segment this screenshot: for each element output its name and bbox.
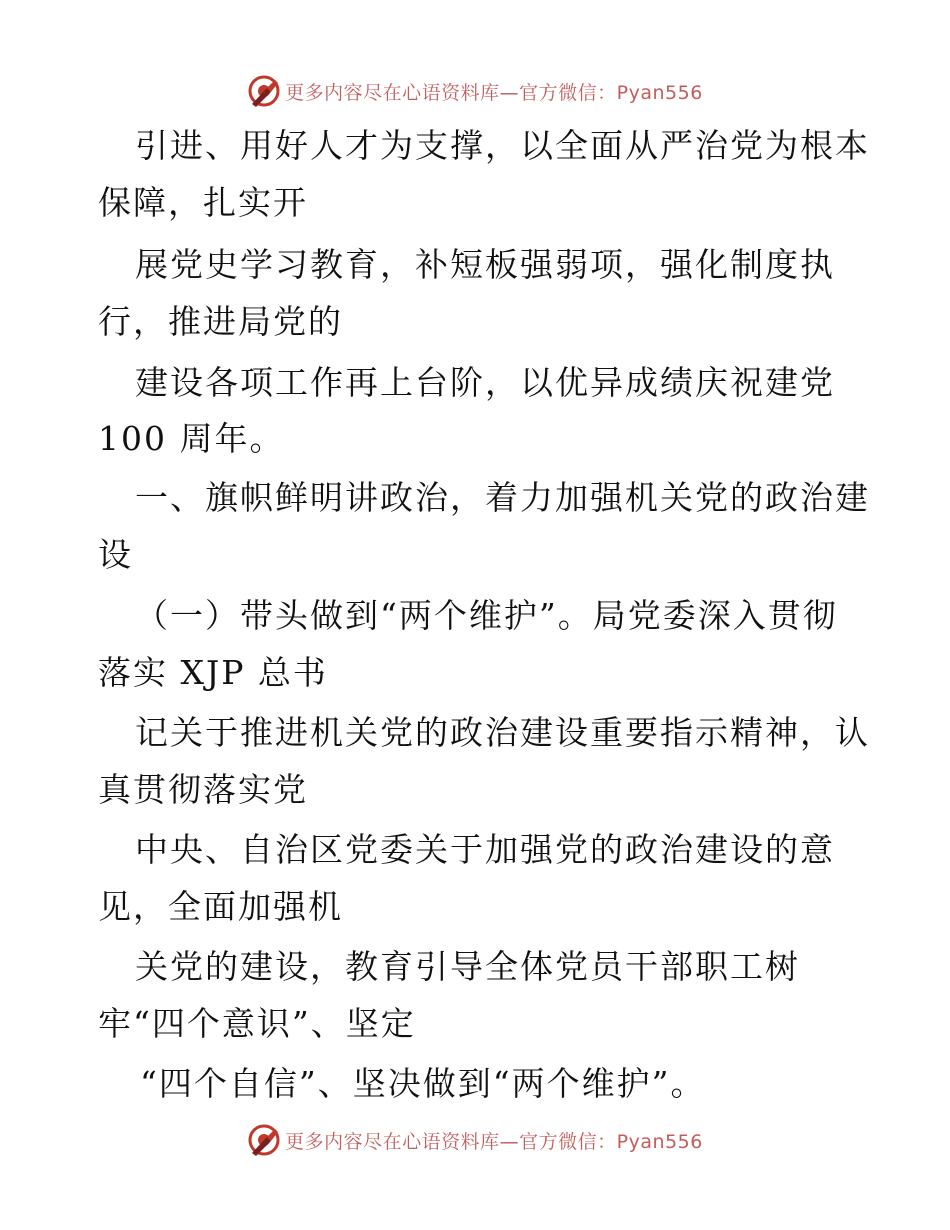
body-line: 引进、用好人才为支撑，以全面从严治党为根本 <box>135 126 870 165</box>
section-heading: 设 <box>98 535 133 574</box>
body-line: 关党的建设，教育引导全体党员干部职工树 <box>135 947 800 986</box>
body-line: 保障，扎实开 <box>98 183 308 222</box>
body-line: “四个自信”、坚决做到“两个维护”。 <box>140 1064 706 1103</box>
footer-brand: 更多内容尽在心语资料库 <box>285 1130 500 1153</box>
footer-suffix: 官方微信：Pyan556 <box>519 1130 703 1153</box>
footer-banner-text <box>285 1127 703 1154</box>
body-line: 展党史学习教育，补短板强弱项，强化制度执 <box>135 245 835 284</box>
body-line: 牢“四个意识”、坚定 <box>98 1004 416 1043</box>
body-line: 行，推进局党的 <box>98 302 343 341</box>
footer-separator: — <box>499 1130 520 1153</box>
header-separator: — <box>499 81 520 104</box>
footer-banner <box>0 1120 950 1160</box>
body-line: 落实 XJP 总书 <box>98 653 328 692</box>
header-brand: 更多内容尽在心语资料库 <box>285 81 500 104</box>
body-line: 中央、自治区党委关于加强党的政治建设的意 <box>135 830 835 869</box>
header-banner-text <box>285 78 703 105</box>
header-suffix: 官方微信：Pyan556 <box>519 81 703 104</box>
pen-logo-icon <box>247 1123 281 1157</box>
body-line: （一）带头做到“两个维护”。局党委深入贯彻 <box>135 596 838 635</box>
body-line: 见，全面加强机 <box>98 887 343 926</box>
body-line: 100 周年。 <box>98 419 285 458</box>
pen-logo-icon <box>247 74 281 108</box>
header-banner <box>0 71 950 111</box>
body-line: 真贯彻落实党 <box>98 770 308 809</box>
body-line: 建设各项工作再上台阶，以优异成绩庆祝建党 <box>135 363 835 402</box>
section-heading: 一、旗帜鲜明讲政治，着力加强机关党的政治建 <box>135 478 870 517</box>
body-line: 记关于推进机关党的政治建设重要指示精神，认 <box>135 713 870 752</box>
